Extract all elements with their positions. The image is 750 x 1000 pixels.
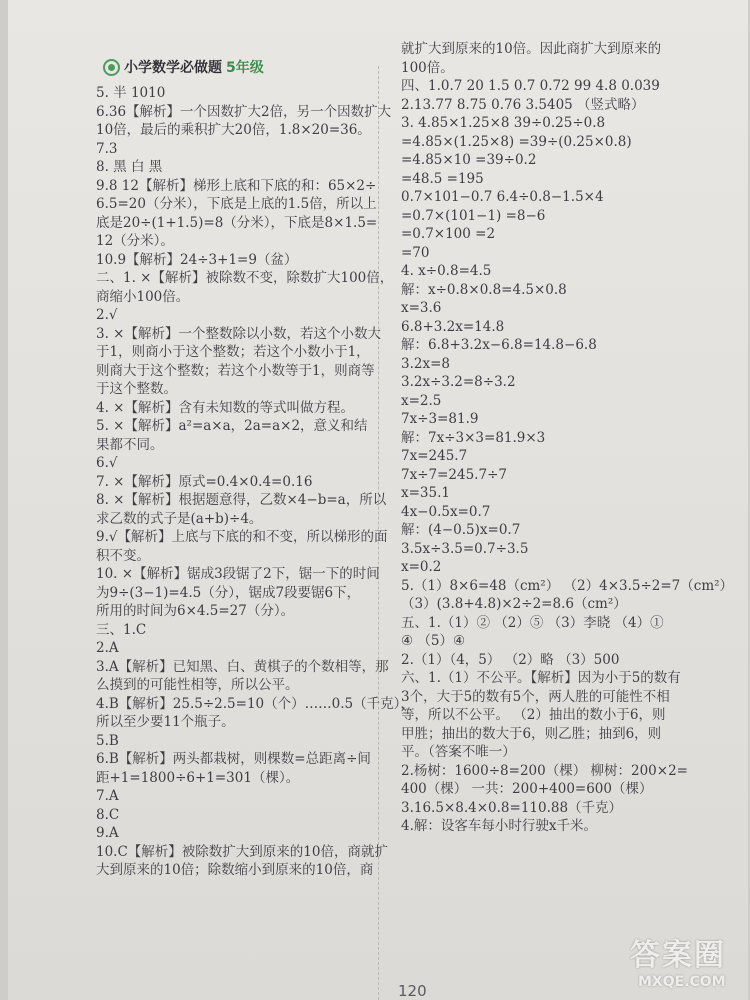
answer-page — [8, 0, 748, 1000]
answer-line: 五、1.（1）② （2）⑤ （3）李晓 （4）① — [401, 614, 664, 631]
answer-line: 10. ×【解析】锯成3段锯了2下，锯一下的时间 — [96, 566, 380, 582]
answer-line: 4.B【解析】25.5÷2.5=10（个）……0.5（千克）， — [96, 695, 414, 712]
answer-line: 底是20÷(1+1.5)=8（分米），下底是8×1.5= — [96, 214, 378, 231]
answer-line: 4.解：设客车每小时行驶x千米。 — [401, 818, 597, 834]
answer-line: 么摸到的可能性相等，所以公平。 — [96, 677, 299, 693]
answer-line: 9.A — [96, 825, 119, 841]
book-logo-icon — [103, 59, 120, 76]
answer-line: 7x=245.7 — [401, 448, 468, 464]
answer-line: 求乙数的式子是(a+b)÷4。 — [96, 510, 263, 527]
answer-line: 为9÷(3−1)=4.5（分），锯成7段要锯6下， — [96, 584, 361, 601]
answer-line: 2.√ — [96, 307, 118, 323]
answer-line: 6.8+3.2x=14.8 — [401, 318, 505, 335]
answer-line: 2.13.77 8.75 0.76 3.5405 （竖式略） — [401, 96, 645, 113]
answer-line: 3. 4.85×1.25×8 39÷0.25÷0.8 — [401, 115, 606, 131]
answer-line: 7.A — [96, 788, 119, 804]
answer-line: 四、1.0.7 20 1.5 0.7 0.72 99 4.8 0.039 — [401, 78, 660, 94]
answer-line: =0.7×(101−1) =8−6 — [401, 207, 546, 224]
answer-line: 果都不同。 — [96, 436, 164, 453]
answer-line: =48.5 =195 — [401, 170, 484, 187]
answer-line: 4x−0.5x=0.7 — [401, 503, 491, 520]
answer-line: 3.16.5×8.4×0.8=110.88（千克） — [401, 799, 623, 816]
answer-line: ④ （5）④ — [401, 633, 466, 649]
answer-line: 0.7×101−0.7 6.4÷0.8−1.5×4 — [401, 189, 604, 205]
answer-line: 6.√ — [96, 455, 118, 471]
answer-line: 解：x÷0.8×0.8=4.5×0.8 — [401, 281, 567, 298]
answer-line: x=0.2 — [401, 559, 442, 575]
answer-line: 8. 黑 白 黑 — [96, 159, 163, 175]
answer-line: 400（棵） 一共：200+400=600（棵） — [401, 781, 653, 797]
answer-line: 5. ×【解析】a²=a×a，2a=a×2，意义和结 — [96, 418, 368, 434]
answer-line: 2.杨树：1600÷8=200（棵） 柳树：200×2= — [401, 762, 688, 779]
answer-line: 大到原来的10倍；除数缩小到原来的10倍，商 — [96, 862, 374, 878]
answer-line: 就扩大到原来的10倍。因此商扩大到原来的 — [401, 41, 662, 57]
answer-line: 8.C — [96, 806, 120, 823]
watermark-sub: MXQE.COM — [638, 974, 726, 990]
answer-line: 于1，则商小于这个整数；若这个小数小于1， — [96, 344, 370, 360]
answer-line: 10.9【解析】24÷3+1=9（盆） — [96, 251, 298, 268]
answer-line: 9.8 12【解析】梯形上底和下底的和：65×2÷ — [96, 177, 377, 194]
answer-line: 商缩小100倍。 — [96, 288, 190, 305]
header-grade: 5年级 — [226, 60, 264, 76]
answer-line: 9.√【解析】上底与下底的和不变，所以梯形的面 — [96, 529, 388, 545]
answer-line: 5.B — [96, 732, 119, 749]
answer-line: 三、1.C — [96, 621, 147, 638]
answer-line: 7x÷3=81.9 — [401, 411, 479, 427]
watermark-logo — [630, 930, 750, 990]
answer-line: （3）(3.8+4.8)×2÷2=8.6（cm²） — [401, 596, 627, 612]
answer-line: 10.C【解析】被除数扩大到原来的10倍，商就扩 — [96, 843, 388, 860]
answer-line: 100倍。 — [401, 59, 454, 76]
answer-line: 解：(4−0.5)x=0.7 — [401, 522, 521, 538]
answer-line: 六、1.（1）不公平。【解析】因为小于5的数有 — [401, 670, 681, 686]
answer-line: 8. ×【解析】根据题意得，乙数×4−b=a，所以 — [96, 492, 387, 508]
answer-line: x=2.5 — [401, 392, 442, 409]
answer-line: 解：7x÷3×3=81.9×3 — [401, 429, 546, 446]
left-column — [96, 84, 414, 880]
answer-line: 所以至少要11个瓶子。 — [96, 714, 235, 730]
header-title: 小学数学必做题 — [124, 60, 222, 76]
page-header — [103, 57, 264, 77]
answer-line: 7x÷7=245.7÷7 — [401, 466, 507, 483]
watermark-main: 答案圈 — [630, 938, 726, 973]
answer-line: 2.（1）（4，5） （2）略 （3）500 — [401, 651, 620, 668]
answer-line: =4.85×10 =39÷0.2 — [401, 152, 537, 168]
answer-line: 7.3 — [96, 140, 118, 157]
answer-line: 3. ×【解析】一个整数除以小数，若这个小数大 — [96, 325, 381, 342]
answer-line: 5.（1）8×6=48（cm²） （2）4×3.5÷2=7（cm²） — [401, 577, 734, 594]
answer-line: 4. x÷0.8=4.5 — [401, 263, 492, 279]
page-number: 120 — [398, 982, 427, 1000]
answer-line: 6.36【解析】一个因数扩大2倍，另一个因数扩大 — [96, 103, 392, 120]
answer-line: 积不变。 — [96, 547, 150, 564]
answer-line: 4. ×【解析】含有未知数的等式叫做方程。 — [96, 399, 354, 416]
answer-line: 5. 半 1010 — [96, 85, 166, 101]
answer-line: 3个，大于5的数有5个，两人胜的可能性不相 — [401, 688, 670, 705]
answer-line: 甲胜；抽出的数大于6，则乙胜；抽到6，则 — [401, 725, 662, 742]
answer-line: 3.A【解析】已知黑、白、黄棋子的个数相等，那 — [96, 658, 389, 675]
answer-line: =0.7×100 =2 — [401, 226, 496, 242]
answer-line: 7. ×【解析】原式=0.4×0.4=0.16 — [96, 473, 313, 490]
answer-line: 等，所以不公平。 （2）抽出的数小于6，则 — [401, 707, 666, 723]
answer-line: 3.5x÷3.5=0.7÷3.5 — [401, 540, 529, 557]
answer-line: 二、1. ×【解析】被除数不变，除数扩大100倍， — [96, 270, 394, 286]
answer-line: 于这个整数。 — [96, 381, 177, 397]
answer-line: 6.5=20（分米），下底是上底的1.5倍，所以上 — [96, 196, 377, 212]
answer-line: 则商大于这个整数；若这个小数等于1，则商等 — [96, 362, 375, 379]
answer-line: 距+1=1800÷6+1=301（棵）。 — [96, 769, 300, 786]
answer-line: 3.2x=8 — [401, 355, 450, 372]
answer-line: 6.B【解析】两头都栽树，则棵数=总距离÷间 — [96, 751, 371, 767]
answer-line: 解：6.8+3.2x−6.8=14.8−6.8 — [401, 337, 597, 353]
answer-line: =4.85×(1.25×8) =39÷(0.25×0.8) — [401, 133, 632, 150]
answer-line: 平。（答案不唯一） — [401, 744, 516, 760]
answer-line: 所用的时间为6×4.5=27（分）。 — [96, 603, 295, 619]
answer-line: x=3.6 — [401, 300, 442, 316]
answer-line: 2.A — [96, 640, 119, 656]
answer-line: =70 — [401, 244, 430, 261]
answer-line: 3.2x÷3.2=8÷3.2 — [401, 374, 516, 390]
answer-line: x=35.1 — [401, 485, 450, 501]
right-column — [401, 40, 741, 836]
answer-line: 12（分米）。 — [96, 233, 174, 249]
answer-line: 10倍，最后的乘积扩大20倍，1.8×20=36。 — [96, 122, 371, 138]
